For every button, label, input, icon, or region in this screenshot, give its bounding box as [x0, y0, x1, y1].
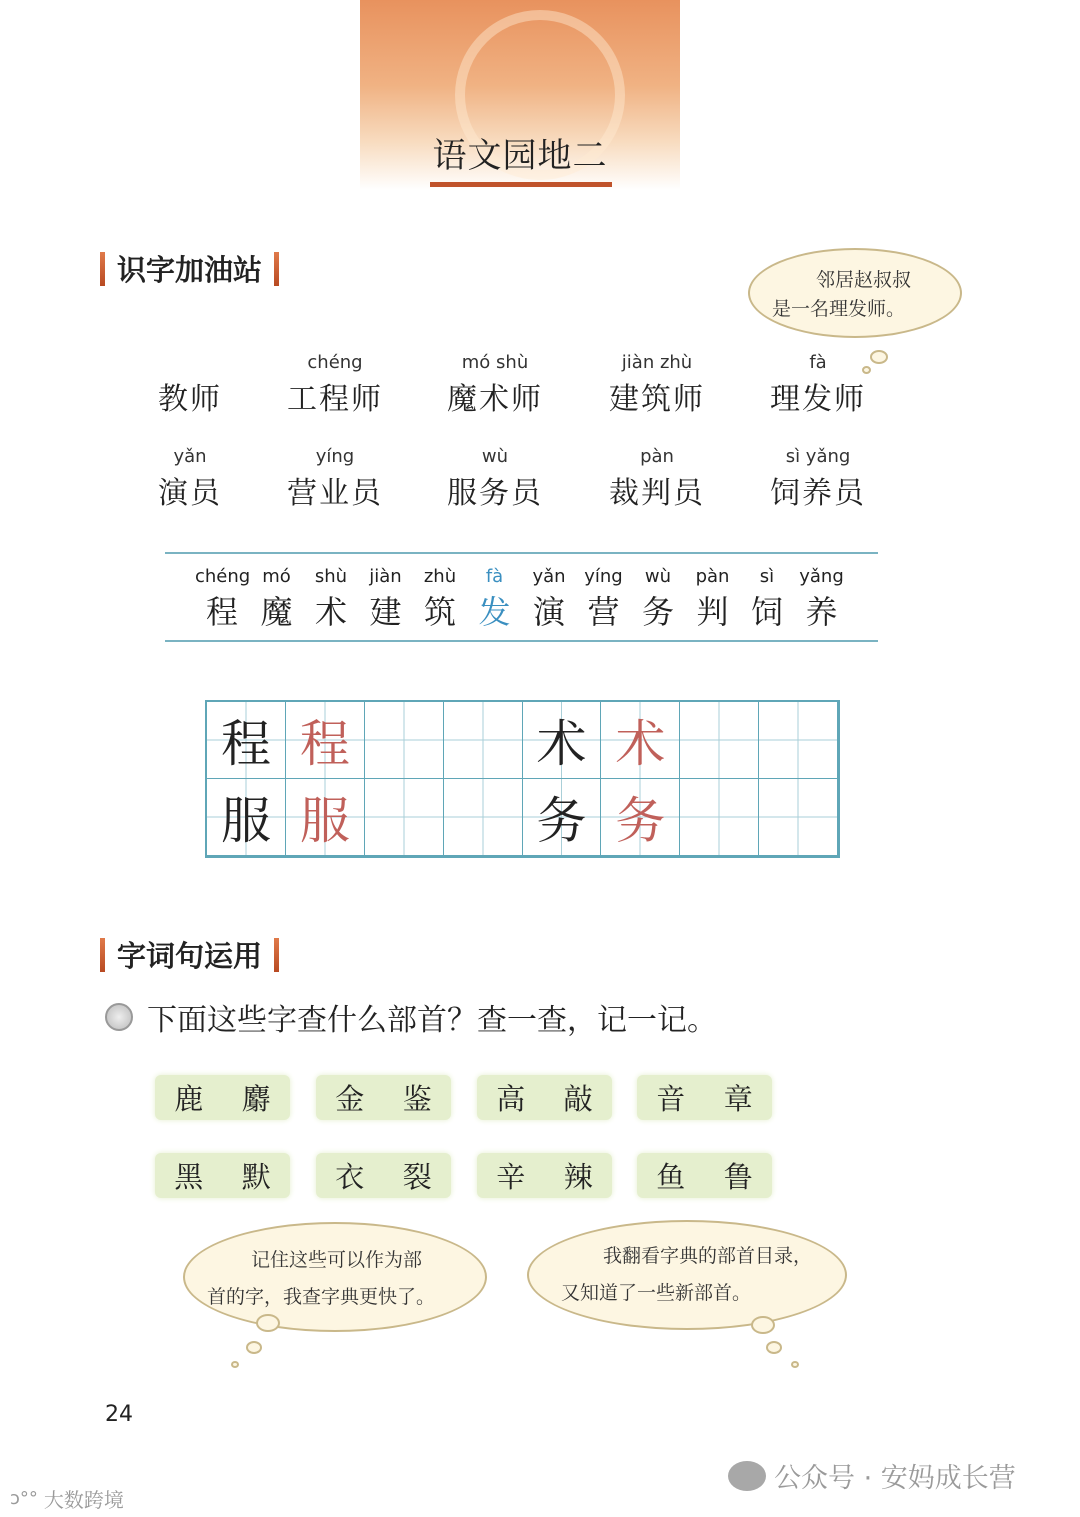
heading-bar	[100, 252, 105, 286]
logo-icon: ↄ°°	[10, 1488, 38, 1509]
bubble-dot	[246, 1341, 262, 1354]
watermark-text: 公众号 · 安妈成长营	[774, 1463, 1016, 1494]
exercise-icon	[105, 1003, 133, 1031]
pinyin: chéng	[195, 566, 251, 587]
word-hanzi: 裁判员	[609, 476, 705, 511]
pair-char: 鉴	[402, 1082, 432, 1116]
pair-char: 衣	[335, 1160, 365, 1194]
new-char	[359, 566, 413, 633]
pinyin: fà	[485, 566, 504, 587]
pinyin: zhù	[423, 566, 457, 587]
pinyin: yíng	[315, 446, 355, 467]
char-pair	[477, 1075, 612, 1120]
grid-cell: 术	[601, 702, 680, 779]
char-hanzi: 发	[478, 593, 511, 631]
pinyin: yíng	[584, 566, 623, 587]
char-hanzi: 演	[532, 593, 565, 631]
pinyin: shù	[314, 566, 348, 587]
word-hanzi: 建筑师	[609, 382, 705, 417]
grid-cell: 服	[207, 779, 286, 856]
bubble-dot	[751, 1316, 775, 1334]
pair-char: 音	[656, 1082, 686, 1116]
bubble-line: 又知道了一些新部首。	[561, 1282, 752, 1304]
char-pair	[316, 1153, 451, 1198]
new-char	[195, 566, 249, 633]
char-pair	[477, 1153, 612, 1198]
page-title: 语文园地二	[432, 136, 608, 176]
pinyin: pàn	[695, 566, 730, 587]
char-pair	[637, 1075, 772, 1120]
pair-char: 鹿	[174, 1082, 204, 1116]
page-number: 24	[105, 1402, 133, 1427]
grid-cell	[759, 779, 838, 856]
pinyin: fà	[809, 352, 827, 373]
section-title: 识字加油站	[117, 253, 263, 287]
new-char	[577, 566, 631, 633]
word-hanzi: 工程师	[287, 382, 383, 417]
word-hanzi: 服务员	[447, 476, 543, 511]
pinyin: mó	[262, 566, 291, 587]
bubble-dot	[231, 1361, 239, 1368]
char-hanzi: 营	[587, 593, 620, 631]
bubble-line: 记住这些可以作为部	[251, 1249, 423, 1271]
grid-cell	[365, 779, 444, 856]
word-item	[265, 446, 405, 512]
bubble-dot	[256, 1314, 280, 1332]
char-hanzi: 程	[205, 593, 238, 631]
new-char	[795, 566, 849, 633]
pinyin: jiàn zhù	[621, 352, 693, 373]
new-char	[631, 566, 685, 633]
watermark-right	[728, 1456, 1016, 1495]
char-pair	[155, 1075, 290, 1120]
new-char	[686, 566, 740, 633]
word-item	[587, 352, 727, 418]
word-item	[120, 446, 260, 512]
new-char	[522, 566, 576, 633]
bubble-line: 首的字，我查字典更快了。	[207, 1286, 436, 1308]
pair-char: 辣	[563, 1160, 593, 1194]
char-hanzi: 筑	[423, 593, 456, 631]
grid-cell	[680, 779, 759, 856]
char-pair	[637, 1153, 772, 1198]
word-hanzi: 演员	[158, 476, 222, 511]
grid-cell	[365, 702, 444, 779]
grid-cell: 务	[523, 779, 602, 856]
speech-bubble	[748, 248, 962, 338]
pinyin: chéng	[307, 352, 363, 373]
bubble-line: 邻居赵叔叔	[816, 269, 912, 291]
grid-cell: 程	[207, 702, 286, 779]
char-hanzi: 务	[641, 593, 674, 631]
pair-char: 辛	[496, 1160, 526, 1194]
heading-bar	[274, 252, 279, 286]
new-char	[413, 566, 467, 633]
pinyin: mó shù	[461, 352, 529, 373]
new-char	[740, 566, 794, 633]
speech-bubble-right	[527, 1220, 847, 1330]
grid-cell	[444, 779, 523, 856]
pinyin: pàn	[640, 446, 674, 467]
char-pair	[155, 1153, 290, 1198]
grid-cell	[680, 702, 759, 779]
grid-cell	[444, 702, 523, 779]
section-heading-1	[100, 248, 279, 289]
watermark-left	[10, 1484, 124, 1513]
instruction-text: 下面这些字查什么部首？查一查，记一记。	[147, 1003, 717, 1038]
word-hanzi: 理发师	[770, 382, 866, 417]
char-hanzi: 养	[805, 593, 838, 631]
pinyin: sì yǎng	[785, 446, 851, 467]
heading-bar	[100, 938, 105, 972]
word-item	[120, 352, 260, 418]
word-item	[748, 352, 888, 418]
char-hanzi: 判	[696, 593, 729, 631]
grid-cell: 程	[286, 702, 365, 779]
bubble-dot	[766, 1341, 782, 1354]
word-item	[265, 352, 405, 418]
pair-char: 金	[335, 1082, 365, 1116]
grid-cell: 务	[601, 779, 680, 856]
pair-char: 麝	[241, 1082, 271, 1116]
divider-line	[165, 552, 878, 554]
section-heading-2	[100, 934, 279, 975]
heading-bar	[274, 938, 279, 972]
char-hanzi: 饲	[750, 593, 783, 631]
word-item	[425, 446, 565, 512]
pinyin: jiàn	[369, 566, 402, 587]
char-hanzi: 魔	[260, 593, 293, 631]
pair-char: 默	[241, 1160, 271, 1194]
grid-cell: 术	[523, 702, 602, 779]
pinyin: yǎn	[532, 566, 566, 587]
word-hanzi: 饲养员	[770, 476, 866, 511]
speech-bubble-left	[183, 1222, 487, 1332]
wechat-icon	[728, 1461, 766, 1491]
divider-line	[165, 640, 878, 642]
new-char	[468, 566, 522, 633]
word-item	[748, 446, 888, 512]
pinyin: wù	[644, 566, 672, 587]
title-underline	[430, 182, 612, 187]
pair-char: 鲁	[723, 1160, 753, 1194]
pair-char: 敲	[563, 1082, 593, 1116]
pair-char: 黑	[174, 1160, 204, 1194]
pair-char: 鱼	[656, 1160, 686, 1194]
bubble-line: 我翻看字典的部首目录，	[603, 1245, 813, 1267]
pinyin: yǎng	[799, 566, 844, 587]
pair-char: 高	[496, 1082, 526, 1116]
char-hanzi: 建	[369, 593, 402, 631]
word-item	[587, 446, 727, 512]
new-char	[304, 566, 358, 633]
instruction	[105, 995, 717, 1039]
grid-cell	[759, 702, 838, 779]
word-hanzi: 魔术师	[447, 382, 543, 417]
grid-cell: 服	[286, 779, 365, 856]
word-hanzi: 教师	[158, 382, 222, 417]
char-hanzi: 术	[314, 593, 347, 631]
pinyin: wù	[481, 446, 509, 467]
new-char	[250, 566, 304, 633]
char-pair	[316, 1075, 451, 1120]
pair-char: 裂	[402, 1160, 432, 1194]
pinyin: yǎn	[173, 446, 207, 467]
pair-char: 章	[723, 1082, 753, 1116]
pinyin: sì	[759, 566, 775, 587]
word-hanzi: 营业员	[287, 476, 383, 511]
bubble-dot	[791, 1361, 799, 1368]
section-title: 字词句运用	[117, 939, 263, 973]
pinyin	[120, 352, 260, 374]
word-item	[425, 352, 565, 418]
bubble-line: 是一名理发师。	[772, 298, 906, 320]
watermark-text: 大数跨境	[43, 1488, 124, 1512]
writing-grid	[205, 700, 840, 858]
